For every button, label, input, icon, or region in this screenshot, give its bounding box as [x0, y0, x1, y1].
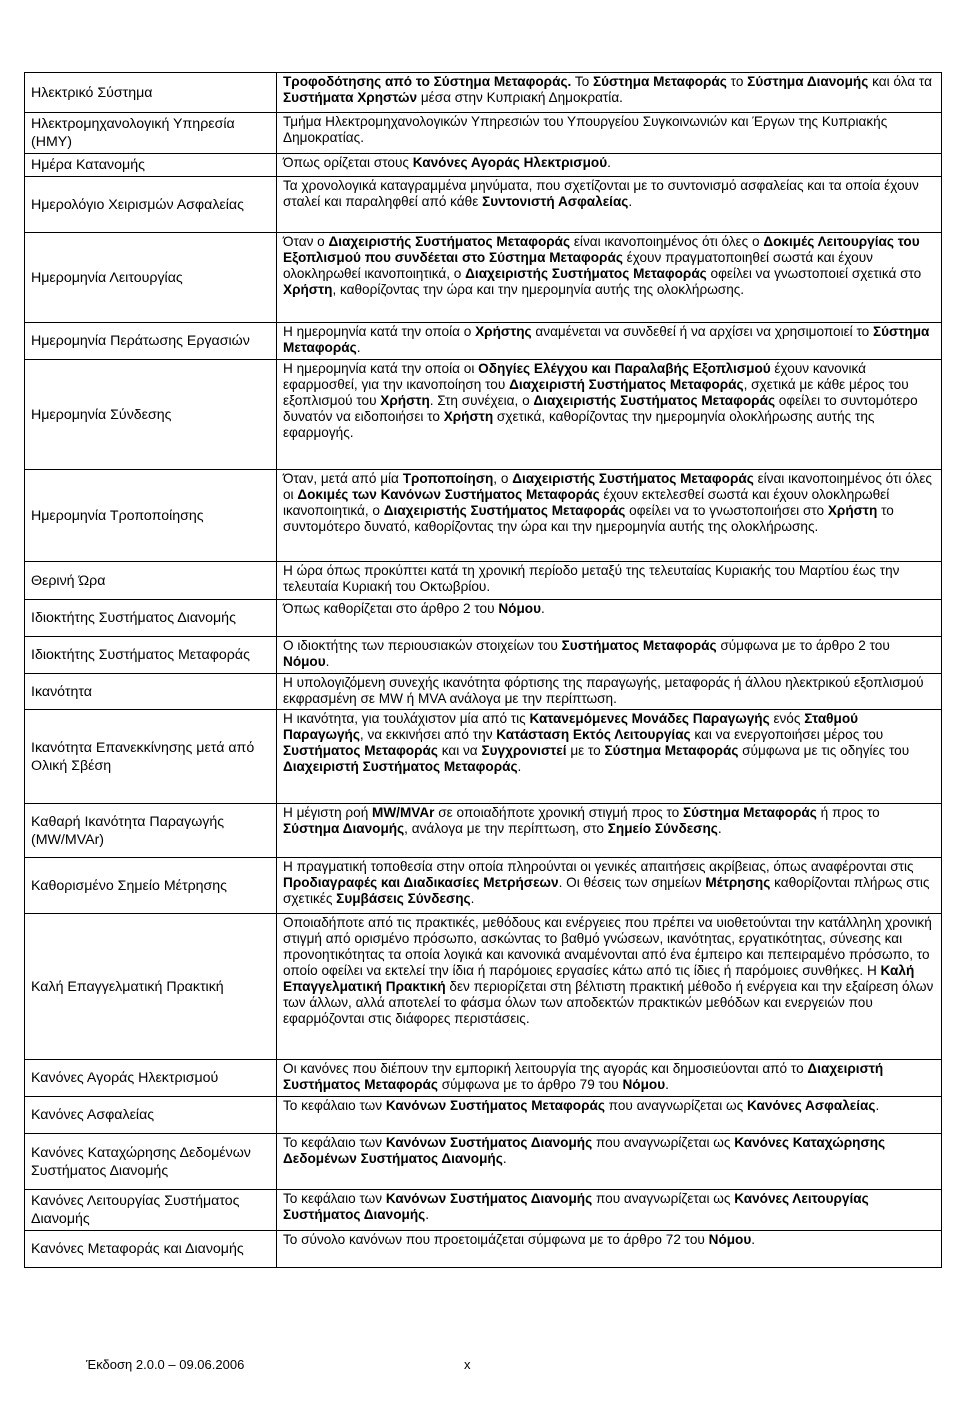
definition-cell [277, 1097, 942, 1134]
defined-term-reference: Συγχρονιστεί [481, 743, 567, 758]
definition-text: που αναγνωρίζεται ως [592, 1135, 735, 1150]
defined-term-reference: Κανόνες Ασφαλείας [746, 1098, 876, 1113]
defined-term-reference: Κανόνων Συστήματος Διανομής [385, 1191, 593, 1206]
term-cell: Κανόνες Αγοράς Ηλεκτρισμού [25, 1060, 277, 1097]
definition-cell [277, 1134, 942, 1190]
definition-text: οφείλει το συντομότερο δυνατόν να ειδοποιήσει το [283, 393, 918, 424]
defined-term-reference: Νόμου [708, 1232, 752, 1247]
definition-text: Ο ιδιοκτήτης των περιουσιακών στοιχείων του [283, 638, 562, 653]
definition-text: και όλα τα [868, 74, 932, 89]
definition-cell [277, 177, 942, 233]
definition-text: Το σύνολο κανόνων που προετοιμάζεται σύμφωνα με το άρθρο 72 του [283, 1232, 709, 1247]
term-cell: Ημερομηνία Σύνδεσης [25, 360, 277, 470]
term-cell: Ημερομηνία Περάτωσης Εργασιών [25, 323, 277, 360]
defined-term-reference: Διαχειριστής Συστήματος Μεταφοράς [328, 234, 571, 249]
definition-row [25, 562, 942, 600]
definition-row [25, 1134, 942, 1190]
definition-row [25, 858, 942, 914]
definition-text: σύμφωνα με το άρθρο 79 του [437, 1077, 623, 1092]
definition-text: Όπως ορίζεται στους [283, 155, 413, 170]
defined-term-reference: Νόμου [283, 654, 326, 669]
defined-term-reference: Κανόνων Συστήματος Μεταφοράς [385, 1098, 605, 1113]
definition-text: το [726, 74, 748, 89]
defined-term-reference: Χρήστη [283, 282, 333, 297]
term-cell: Ημέρα Κατανομής [25, 154, 277, 177]
term-cell: Ηλεκτρικό Σύστημα [25, 73, 277, 113]
defined-term-reference: Οδηγίες Ελέγχου και Παραλαβής Εξοπλισμού [478, 361, 771, 376]
defined-term-reference: Δοκιμές των Κανόνων Συστήματος Μεταφοράς [297, 487, 600, 502]
definition-text: σε οποιαδήποτε χρονική στιγμή προς το [434, 805, 683, 820]
definition-text: . [751, 1232, 756, 1247]
defined-term-reference: Χρήστη [443, 409, 494, 424]
definition-text: και να ενεργοποιήσει μέρος του [690, 727, 884, 742]
definition-text: Το κεφάλαιο των [283, 1135, 386, 1150]
term-cell: Ηλεκτρομηχανολογική Υπηρεσία (ΗΜΥ) [25, 113, 277, 154]
definition-cell [277, 637, 942, 674]
defined-term-reference: Διαχειριστής Συστήματος Μεταφοράς [465, 266, 707, 281]
definition-cell [277, 804, 942, 858]
definition-text: . [717, 821, 722, 836]
definition-text: Οι κανόνες που διέπουν την εμπορική λειτουργία της αγοράς και δημοσιεύονται από το [283, 1061, 808, 1076]
definition-cell [277, 73, 942, 113]
definition-text: . [325, 654, 330, 669]
edition-label: Έκδοση 2.0.0 – 09.06.2006 [86, 1357, 245, 1372]
definition-cell [277, 1231, 942, 1268]
definition-text: . [607, 155, 611, 170]
term-cell: Καθορισμένο Σημείο Μέτρησης [25, 858, 277, 914]
definition-text: μέσα στην Κυπριακή Δημοκρατία. [417, 90, 623, 105]
definition-text: . [628, 194, 633, 209]
definition-cell [277, 360, 942, 470]
definition-row [25, 233, 942, 323]
definition-cell [277, 113, 942, 154]
definition-text: σύμφωνα με το άρθρο 2 του [716, 638, 890, 653]
definition-text: Η υπολογιζόμενη συνεχής ικανότητα φόρτισης της παραγωγής, μεταφοράς ή άλλου ηλεκτρικού εξοπλισμού εκφρασμένη σε MW ή MVA ανάλογα με την περίπτωση. [283, 675, 924, 706]
definition-text: Τα χρονολογικά καταγραμμένα μηνύματα, που σχετίζονται με το συντονισμό ασφαλείας και τα οποία έχουν σταλεί και παραληφθεί από κάθε [283, 178, 919, 209]
definition-text: οφείλει να το γνωστοποιήσει στο [625, 503, 828, 518]
definition-text: Το κεφάλαιο των [283, 1098, 386, 1113]
definition-text: είναι ικανοποιημένος ότι όλες ο [570, 234, 764, 249]
definition-text: . Οι θέσεις των σημείων [558, 875, 706, 890]
definition-text: Όπως καθορίζεται στο άρθρο 2 του [283, 601, 499, 616]
defined-term-reference: Σύστημα Μεταφοράς [604, 743, 739, 758]
defined-term-reference: Σύστημα Διανομής [747, 74, 869, 89]
definition-text: Η ημερομηνία κατά την οποία ο [283, 324, 476, 339]
defined-term-reference: Κατανεμόμενες Μονάδες Παραγωγής [529, 711, 770, 726]
defined-term-reference: Σύστημα Μεταφοράς [283, 324, 930, 355]
definition-text: έχουν εκτελεσθεί σωστά και έχουν ολοκληρωθεί ικανοποιητικά, ο [283, 487, 890, 518]
definition-cell [277, 600, 942, 637]
defined-term-reference: Σταθμού Παραγωγής [283, 711, 859, 742]
definition-row [25, 113, 942, 154]
definition-text: . [356, 340, 361, 355]
definition-text: Η πραγματική τοποθεσία στην οποία πληρούνται οι γενικές απαιτήσεις ακρίβειας, όπως αναφέρονται στις [283, 859, 914, 874]
definition-text: Το [571, 74, 593, 89]
defined-term-reference: Συντονιστή Ασφαλείας [482, 194, 629, 209]
definition-text: Οποιαδήποτε από τις πρακτικές, μεθόδους και ενέργειες που πρέπει να υιοθετούνται την κατάλληλη χρονική στιγμή από ορισμένο πρόσωπο, ασκώντας το βαθμό γνώσεων, ικανότητας, εργατικότητας, σύνεσης και προνοητικότητας τα οποία λογικά και κανονικά αναμένονται από ένα έμπειρο και πεπειραμένο πρόσωπο, το οποίο οφείλει να εκτελεί την ίδια ή παρόμοιες εργασίες κάτω από τις ίδιες ή παρόμοιες συνθήκες. Η [283, 915, 932, 978]
definition-row [25, 710, 942, 804]
definition-cell [277, 323, 942, 360]
term-cell: Κανόνες Μεταφοράς και Διανομής [25, 1231, 277, 1268]
definition-text: Η ώρα όπως προκύπτει κατά τη χρονική περίοδο μεταξύ της τελευταίας Κυριακής του Μαρτίου έως την τελευταία Κυριακή του Οκτωβρίου. [283, 563, 900, 594]
defined-term-reference: Μέτρησης [705, 875, 771, 890]
defined-term-reference: Συμβάσεις Σύνδεσης [336, 891, 471, 906]
definition-text: . [470, 891, 475, 906]
defined-term-reference: MW/MVAr [372, 805, 435, 820]
definition-text: . [875, 1098, 880, 1113]
defined-term-reference: Δοκιμές Λειτουργίας του Εξοπλισμού που συνδέεται στο Σύστημα Μεταφοράς [283, 234, 920, 265]
definition-row [25, 177, 942, 233]
defined-term-reference: Διαχειριστή Συστήματος Μεταφοράς [283, 1061, 884, 1092]
definition-row [25, 1060, 942, 1097]
defined-term-reference: Προδιαγραφές και Διαδικασίες Μετρήσεων [283, 875, 559, 890]
definition-row [25, 637, 942, 674]
term-cell: Καθαρή Ικανότητα Παραγωγής (MW/MVAr) [25, 804, 277, 858]
definition-row [25, 470, 942, 562]
term-cell: Κανόνες Ασφαλείας [25, 1097, 277, 1134]
definition-text: με το [566, 743, 605, 758]
definition-text: , ο [493, 471, 513, 486]
defined-term-reference: Χρήστη [827, 503, 878, 518]
definition-row [25, 804, 942, 858]
definition-text: και να [437, 743, 482, 758]
definition-row [25, 600, 942, 637]
defined-term-reference: Διαχειριστής Συστήματος Μεταφοράς [512, 471, 754, 486]
definition-row [25, 914, 942, 1060]
definition-row [25, 674, 942, 710]
definition-cell [277, 674, 942, 710]
definitions-table-body [25, 73, 942, 1268]
definition-row [25, 323, 942, 360]
defined-term-reference: Τροποποίηση [402, 471, 494, 486]
definition-cell [277, 858, 942, 914]
term-cell: Ημερομηνία Τροποποίησης [25, 470, 277, 562]
definition-text: , σχετικά με κάθε μέρος του εξοπλισμού του [283, 377, 909, 408]
definition-text: . [540, 601, 545, 616]
definition-text: Το κεφάλαιο των [283, 1191, 386, 1206]
defined-term-reference: Νόμου [498, 601, 541, 616]
defined-term-reference: Νόμου [622, 1077, 666, 1092]
definition-text: το συντομότερο δυνατό, καθορίζοντας την ώρα και την ημερομηνία αυτής της ολοκλήρωσης. [283, 503, 894, 534]
definition-text: οφείλει να γνωστοποιεί σχετικά στο [706, 266, 922, 281]
defined-term-reference: Κατάσταση Εκτός Λειτουργίας [496, 727, 691, 742]
defined-term-reference: Χρήστη [380, 393, 430, 408]
definitions-table [24, 72, 942, 1268]
definition-cell [277, 562, 942, 600]
term-cell: Θερινή Ώρα [25, 562, 277, 600]
defined-term-reference: Διαχειριστής Συστήματος Μεταφοράς [383, 503, 626, 518]
defined-term-reference: Χρήστης [475, 324, 532, 339]
term-cell: Ικανότητα Επανεκκίνησης μετά από Ολική Σβέση [25, 710, 277, 804]
defined-term-reference: Σημείο Σύνδεσης [607, 821, 718, 836]
definition-cell [277, 710, 942, 804]
definition-row [25, 1097, 942, 1134]
term-cell: Ημερολόγιο Χειρισμών Ασφαλείας [25, 177, 277, 233]
defined-term-reference: Συστήματος Μεταφοράς [561, 638, 717, 653]
definition-row [25, 1190, 942, 1231]
definition-cell [277, 233, 942, 323]
defined-term-reference: Κανόνες Αγοράς Ηλεκτρισμού [412, 155, 608, 170]
definition-text: σχετικά, καθορίζοντας την ημερομηνία ολοκλήρωσης αυτής της εφαρμογής. [283, 409, 875, 440]
definition-row [25, 73, 942, 113]
definition-text: Τμήμα Ηλεκτρομηχανολογικών Υπηρεσιών του Υπουργείου Συγκοινωνιών και Έργων της Κυπριακής Δημοκρατίας. [283, 114, 888, 145]
defined-term-reference: Διαχειριστή Συστήματος Μεταφοράς [509, 377, 744, 392]
definition-text: Όταν ο [283, 234, 329, 249]
definition-text: , καθορίζοντας την ώρα και την ημερομηνία αυτής της ολοκλήρωσης. [332, 282, 745, 297]
defined-term-reference: Κανόνων Συστήματος Διανομής [385, 1135, 593, 1150]
defined-term-reference: Διαχειριστής Συστήματος Μεταφοράς [533, 393, 776, 408]
term-cell: Κανόνες Καταχώρησης Δεδομένων Συστήματος Διανομής [25, 1134, 277, 1190]
definition-text: αναμένεται να συνδεθεί ή να αρχίσει να χρησιμοποιεί το [531, 324, 873, 339]
definition-row [25, 360, 942, 470]
defined-term-reference: Κανόνες Λειτουργίας Συστήματος Διανομής [283, 1191, 869, 1222]
definition-text: Όταν, μετά από μία [283, 471, 403, 486]
defined-term-reference: Σύστημα Μεταφοράς [592, 74, 727, 89]
term-cell: Κανόνες Λειτουργίας Συστήματος Διανομής [25, 1190, 277, 1231]
definition-cell [277, 1190, 942, 1231]
term-cell: Ιδιοκτήτης Συστήματος Μεταφοράς [25, 637, 277, 674]
definition-text: Η ικανότητα, για τουλάχιστον μία από τις [283, 711, 530, 726]
definition-cell [277, 470, 942, 562]
definition-row [25, 154, 942, 177]
definition-text: δεν περιορίζεται στη βέλτιστη πρακτική μέθοδο ή ενέργεια και την εξαίρεση όλων των άλλων, αλλά αποτελεί το φάσμα όλων των αποδεκτών πρακτικών μεθόδων και ενεργειών που εφαρμόζονται στις διάφορες περιστάσεις. [283, 979, 934, 1026]
defined-term-reference: Συστήματος Μεταφοράς [283, 743, 438, 758]
definition-row [25, 1231, 942, 1268]
term-cell: Ημερομηνία Λειτουργίας [25, 233, 277, 323]
definition-text: σύμφωνα με τις οδηγίες του [738, 743, 910, 758]
definition-text: ενός [769, 711, 805, 726]
defined-term-reference: Διαχειριστή Συστήματος Μεταφοράς [283, 759, 518, 774]
defined-term-reference: Συστήματα Χρηστών [283, 90, 418, 105]
definition-cell [277, 914, 942, 1060]
defined-term-reference: Σύστημα Μεταφοράς [682, 805, 817, 820]
defined-term-reference: Τροφοδότησης από το Σύστημα Μεταφοράς. [283, 74, 572, 89]
term-cell: Καλή Επαγγελματική Πρακτική [25, 914, 277, 1060]
definition-text: . [502, 1151, 507, 1166]
definition-text: Η μέγιστη ροή [283, 805, 373, 820]
definition-text: . [665, 1077, 669, 1092]
definition-text: , ανάλογα με την περίπτωση, στο [404, 821, 608, 836]
definition-text: είναι ικανοποιημένος ότι όλες οι [283, 471, 932, 502]
definition-text: Η ημερομηνία κατά την οποία οι [283, 361, 479, 376]
definition-cell [277, 1060, 942, 1097]
definition-text: , να εκκινήσει από την [359, 727, 497, 742]
definition-text: που αναγνωρίζεται ως [604, 1098, 747, 1113]
page-number: x [464, 1357, 471, 1372]
definition-text: που αναγνωρίζεται ως [592, 1191, 735, 1206]
defined-term-reference: Κανόνες Καταχώρησης Δεδομένων Συστήματος Διανομής [283, 1135, 886, 1166]
definition-text: ή προς το [816, 805, 880, 820]
defined-term-reference: Σύστημα Διανομής [283, 821, 405, 836]
term-cell: Ιδιοκτήτης Συστήματος Διανομής [25, 600, 277, 637]
definition-text: καθορίζονται πλήρως στις σχετικές [283, 875, 930, 906]
term-cell: Ικανότητα [25, 674, 277, 710]
definition-text: . [517, 759, 522, 774]
definition-cell [277, 154, 942, 177]
definition-text: . [425, 1207, 429, 1222]
defined-term-reference: Καλή Επαγγελματική Πρακτική [283, 963, 915, 994]
definition-text: έχουν πραγματοποιηθεί σωστά και έχουν ολοκληρωθεί ικανοποιητικά, ο [283, 250, 873, 281]
definition-text: έχουν κανονικά εφαρμοσθεί, για την ικανοποίηση του [283, 361, 866, 392]
definition-text: . Στη συνέχεια, ο [429, 393, 534, 408]
